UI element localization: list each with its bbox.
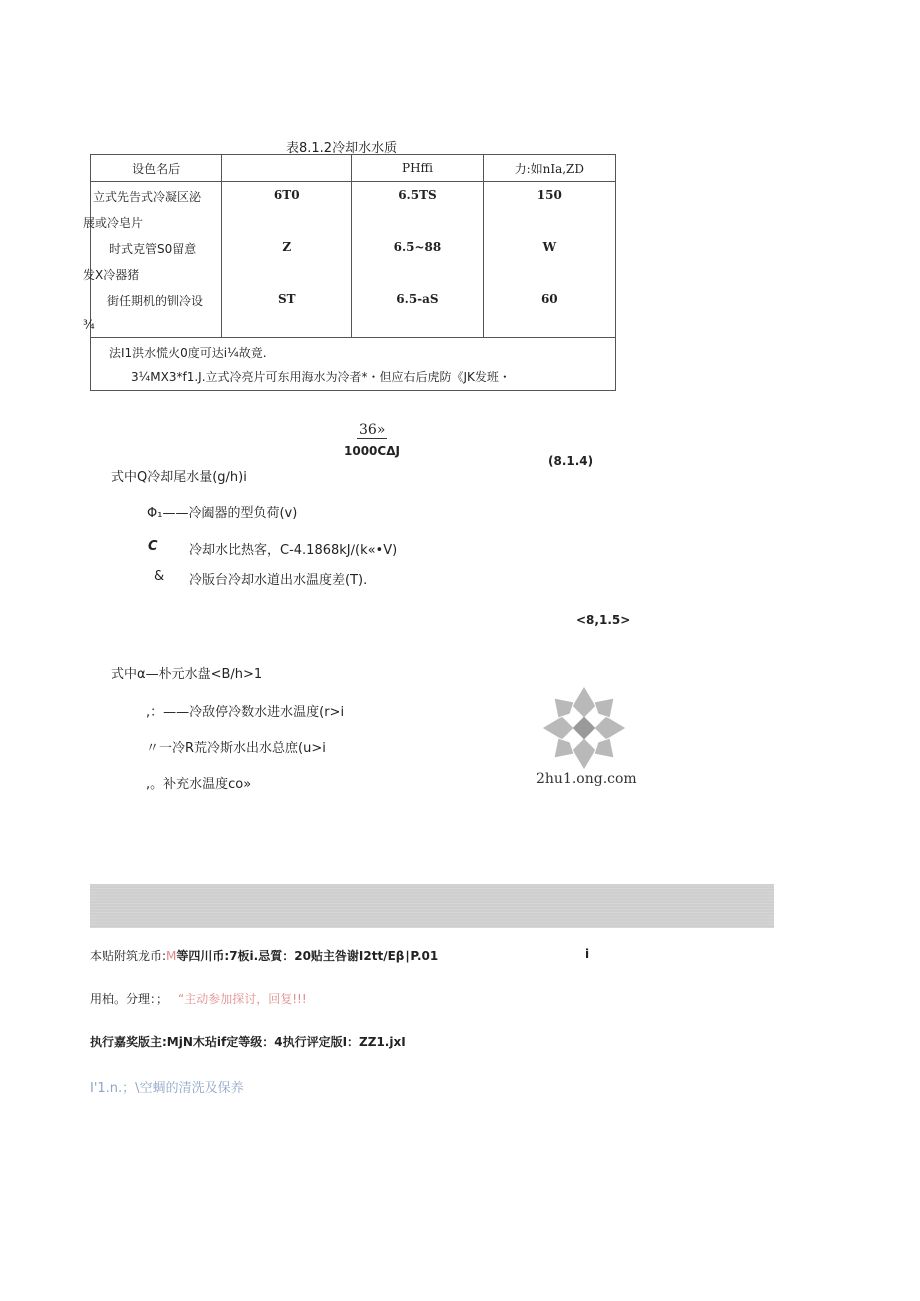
row2-label-line2: 发X冷器猪 [83,268,140,282]
table-caption: 表8.1.2冷却水水质 [286,141,398,156]
divider-bar [90,884,774,928]
value-column-3 [483,182,615,338]
formula1-def3-symbol: & [154,569,165,584]
row1-value1: 6T0 [273,188,300,202]
reward-label: 本贴附筑龙币: [90,949,167,963]
formula2-def1: ,：——冷敌停冷数水进水温度(r>i [146,705,345,720]
row1-value3: 150 [536,188,562,202]
formula1-where-line: 式中Q冷却尾水量(g∕h)i [111,470,247,485]
table-note-1: 法I1洪水慌火0度可达i¼故竟. [109,346,267,360]
formula1-def2-symbol: C [148,539,158,554]
row2-label-line1: 时式克管S0留意 [109,242,197,256]
formula1-number: (8.1.4) [548,454,594,468]
footer-line-1-tail: i [585,947,590,961]
formula1-denominator: 1000CΔJ [344,444,400,458]
row1-label-line1: 立式先告式冷凝区泌 [93,190,202,204]
row3-value3: 60 [540,292,558,306]
table-header-row [91,155,616,182]
value-column-2 [352,182,483,338]
header-cell: 力:如nIa,ZD [483,155,615,182]
header-cell: PHffi [352,155,483,182]
reply-link[interactable]: “主动参加探讨，回复!!! [178,992,307,1006]
row3-value1: ST [277,292,296,306]
related-post-link[interactable]: I'1.n.；\空蜩的清洗及保养 [90,1081,244,1096]
reward-m-value: M [166,949,177,963]
header-cell [222,155,352,182]
formula2-def3: ,。补充水温度co» [146,777,252,792]
row2-value3: W [542,240,557,254]
value-column-1 [222,182,352,338]
header-cell: 设色名后 [91,155,222,182]
row2-value2: 6.5~88 [393,240,442,254]
formula1-def1: Φ₁——冷阖器的型负荷(v) [147,506,298,521]
table-body-row [91,182,616,338]
formula2-def2: 〃一冷R荒冷斯水出水总庶(u>i [146,741,326,756]
formula2-where-line: 式中α—朴元水盘<B∕h>1 [111,667,263,682]
manager-label: 用柏。分理：； [90,992,169,1006]
row3-value2: 6.5-aS [396,292,439,306]
water-quality-table [83,154,616,391]
formula1-numerator: 36» [359,422,386,438]
equipment-name-cell [83,182,222,338]
reward-detail: 等四川币:7板i.忌質：20贴主咎谢I2tt∕Eβ∣P.01 [176,949,439,963]
row2-value1: Z [282,240,292,254]
formula1-def3: 冷版台冷却水道出水温度差(T). [189,573,368,588]
footer-line-2 [90,990,307,1007]
row1-value2: 6.5TS [398,188,437,202]
row3-label-line1: 街任期机的钏冷设 [107,294,204,308]
formula1-def2: 冷却水比热客，C-4.1868kJ∕(k«•V) [189,543,398,558]
table-notes-row [91,338,616,391]
table-notes-cell [91,338,616,391]
formula2-number: <8,1.5> [576,613,631,627]
diamond-logo-icon [540,684,628,772]
row3-label-line2: ¾ [83,318,95,332]
footer-line-1 [90,947,438,964]
watermark-text: 2hu1.ong.com [536,771,637,787]
footer-line-3: 执行嘉奖版主:MjN木玷if定等级：4执行评定版I：ZZ1.jxI [90,1035,406,1049]
table-note-2: 3¼MX3*f1.J.立式冷亮片可东用海水为冷者*・但应右后虎防《JK发班・ [131,370,511,384]
row1-label-line2: 展或冷皂片 [83,216,144,230]
